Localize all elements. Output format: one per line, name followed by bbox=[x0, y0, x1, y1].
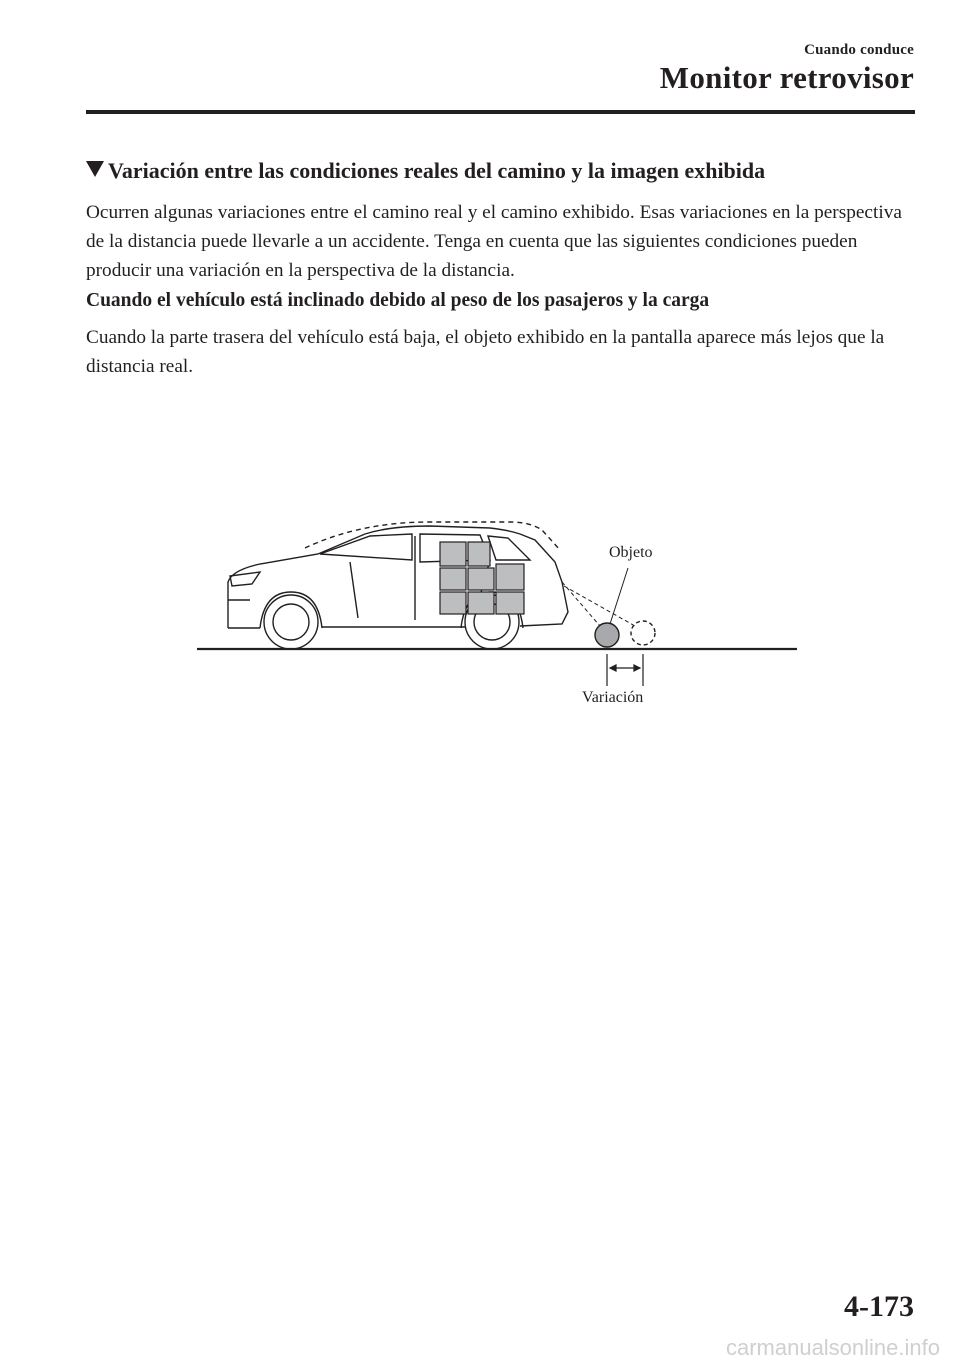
section-heading bbox=[86, 158, 916, 184]
object-label: Objeto bbox=[609, 544, 653, 561]
page-number: 4-173 bbox=[844, 1290, 914, 1323]
triangle-bullet-icon bbox=[86, 161, 104, 177]
header-divider bbox=[86, 110, 915, 114]
variation-label: Variación bbox=[582, 689, 644, 706]
description-paragraph: Cuando la parte trasera del vehículo está baja, el objeto exhibido en la pantalla aparece más lejos que la distancia real. bbox=[86, 327, 885, 377]
watermark: carmanualsonline.info bbox=[725, 1335, 940, 1360]
subheading: Cuando el vehículo está inclinado debido al peso de los pasajeros y la carga bbox=[86, 290, 710, 311]
chapter-label: Cuando conduce bbox=[804, 42, 914, 58]
vehicle-illustration bbox=[190, 500, 810, 730]
section-heading-text: Variación entre las condiciones reales del camino y la imagen exhibida bbox=[108, 158, 766, 183]
intro-paragraph: Ocurren algunas variaciones entre el camino real y el camino exhibido. Esas variaciones en la perspectiva de la distancia puede llevarle a un accidente. Tenga en cuenta que las siguientes condiciones pueden producir una variación en la perspectiva de la distancia. bbox=[86, 202, 902, 281]
page-title: Monitor retrovisor bbox=[659, 60, 914, 95]
car-diagram bbox=[190, 500, 810, 730]
